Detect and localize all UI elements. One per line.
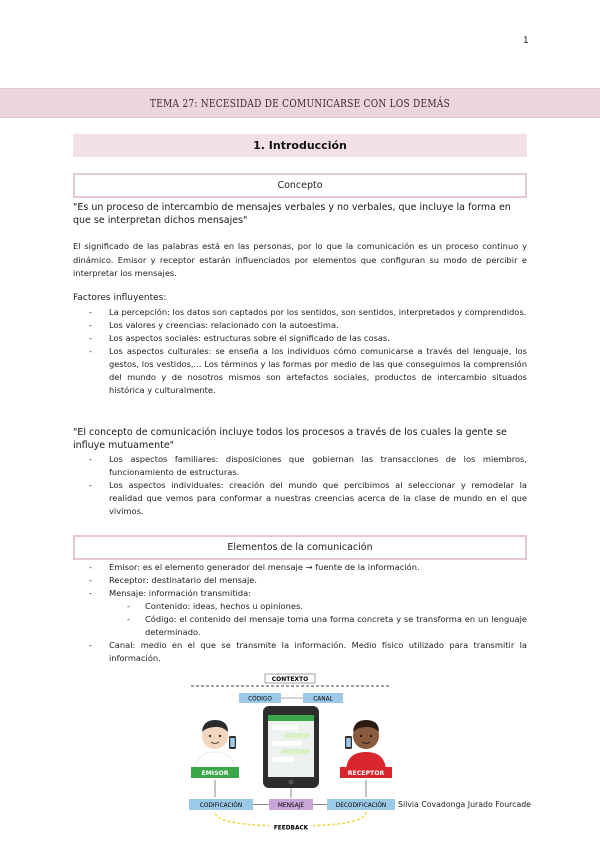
list-item: - Canal: medio en el que se transmite la información. Medio físico utilizado para transmitir la información.: [89, 640, 527, 663]
list-item: - Mensaje: información transmitida:: [89, 588, 252, 598]
codigo-label: CÓDIGO: [248, 696, 272, 703]
emisor-label: EMISOR: [201, 770, 229, 777]
mensaje-label: MENSAJE: [277, 803, 305, 809]
elementos-heading: Elementos de la comunicación: [73, 535, 527, 560]
title-band: [0, 88, 600, 118]
concepto-quote: "Es un proceso de intercambio de mensajes verbales y no verbales, que incluye la forma en que se interpretan dichos mensajes": [73, 202, 511, 226]
contexto-label: CONTEXTO: [271, 676, 309, 683]
list-item: - Los aspectos individuales: creación del mundo que percibimos al seleccionar y remodelar la realidad que vemos para conformar a nuestras creencias acerca de la clase de mundo en el que vivimos.: [89, 480, 527, 516]
emisor-person-icon: [195, 720, 236, 772]
section-heading: 1. Introducción: [73, 134, 527, 157]
list-item: - Los aspectos culturales: se enseña a los individuos cómo comunicarse a través del lenguaje, los gestos, los vestidos,... Los términos y las formas por medio de las que conseguimos la comprensión del mundo y de nosotros mismos son artefactos sociales, productos de intercambio situados histórica y culturalmente.: [89, 346, 527, 395]
communication-diagram: [185, 672, 397, 834]
concepto2-quote: "El concepto de comunicación incluye todos los procesos a través de los cuales la gente se influye mutuamente": [73, 427, 507, 451]
list-item: - Los aspectos familiares: disposiciones que gobiernan las transacciones de los miembros, funcionamiento de estructuras.: [89, 454, 527, 477]
list-item: - Contenido: ideas, hechos u opiniones.: [127, 601, 303, 611]
elementos-list: [73, 561, 527, 665]
list-item: - Código: el contenido del mensaje toma una forma concreta y se transforma en un lenguaje determinado.: [127, 614, 527, 637]
feedback-label: FEEDBACK: [273, 825, 309, 832]
list-item: - Receptor: destinatario del mensaje.: [89, 575, 258, 585]
concepto-paragraph: El significado de las palabras está en las personas, por lo que la comunicación es un proceso continuo y dinámico. Emisor y receptor estarán influenciados por elementos que configuran su modo de percibir e interpretar los mensajes.: [73, 241, 527, 278]
factores-list: [73, 306, 527, 397]
concepto2-list: [73, 453, 527, 518]
factores-label: Factores influyentes:: [73, 293, 167, 303]
list-item: - La percepción: los datos son captados por los sentidos, son sentidos, interpretados y comprendidos.: [89, 307, 527, 317]
page-title: TEMA 27: NECESIDAD DE COMUNICARSE CON LOS DEMÁS: [149, 96, 451, 110]
receptor-person-icon: [345, 720, 386, 772]
author-signature: Silvia Covadonga Jurado Fourcade: [398, 800, 531, 809]
canal-label: CANAL: [313, 696, 333, 703]
list-item: - Emisor: es el elemento generador del mensaje → fuente de la información.: [89, 562, 420, 572]
concepto-heading: Concepto: [73, 173, 527, 198]
page-number: 1: [523, 36, 529, 46]
codificacion-label: CODIFICACIÓN: [199, 803, 243, 809]
decodificacion-label: DECODIFICACIÓN: [335, 803, 387, 809]
receptor-label: RECEPTOR: [347, 770, 385, 777]
list-item: - Los valores y creencias: relacionado con la autoestima.: [89, 320, 339, 330]
list-item: - Los aspectos sociales: estructuras sobre el significado de las cosas.: [89, 333, 390, 343]
